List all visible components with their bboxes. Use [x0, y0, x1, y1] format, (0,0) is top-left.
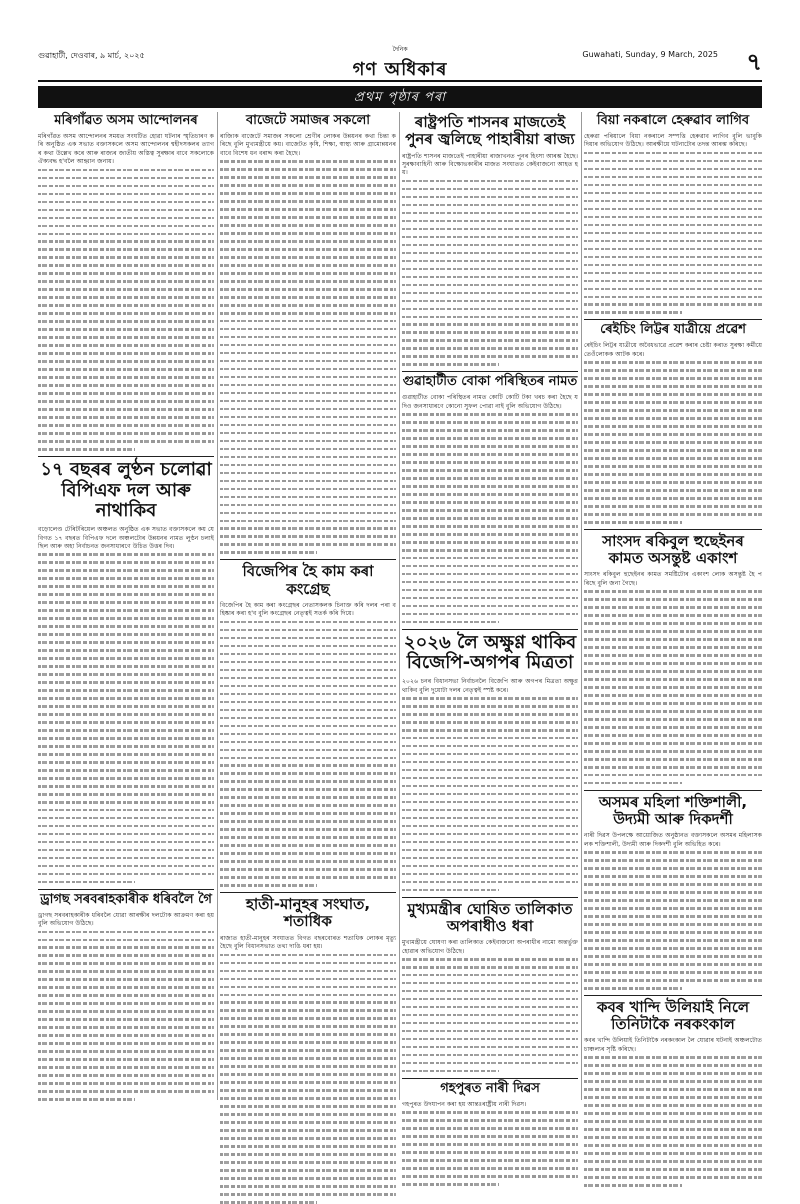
article-text-lines	[402, 1111, 578, 1185]
divider	[584, 319, 762, 320]
article-text: মুখ্যমন্ত্ৰীয়ে ঘোষণা কৰা তালিকাত কেইবাজনো অপৰাধীৰ নামো অন্তৰ্ভুক্ত হোৱাৰ অভিযোগ উঠিছে।	[402, 939, 578, 955]
article-body	[402, 939, 578, 956]
divider	[220, 559, 396, 560]
newspaper-logo	[338, 44, 462, 86]
article-text-lines	[402, 697, 578, 891]
headline: ৰেইচিং লিট্টৰ যাত্ৰীয়ে প্ৰৱেশ	[600, 322, 746, 338]
headline: হাতী-মানুহৰ সংঘাত, শতাধিক	[245, 895, 371, 931]
article-text-lines	[38, 931, 214, 1101]
article-text: ৰেইচিং লিট্টৰ যাত্ৰীয়ে অবৈধভাৱে প্ৰৱেশ কৰাৰ চেষ্টা কৰাত সুৰক্ষা কৰ্মীয়ে তেওঁলোকক আটক কৰে।	[584, 342, 762, 358]
article-text: মৰিগাঁৱত অসম আন্দোলনৰ সময়ত সংঘটিত হোৱা ঘটনাৰ স্মৃতিচাৰণ কৰি অনুষ্ঠিত এক সভাত বক্তাসকলে অসম আন্দোলনৰ শ্বহীদসকলৰ ত্যাগৰ কথা উল্লেখ কৰে আৰু ৰাজ্যৰ জাতীয় অস্তিত্ব সুৰক্ষাৰ বাবে সকলোকে ঐক্যবদ্ধ হ'বলৈ আহ্বান জনায়।	[38, 132, 214, 166]
article-text: গুৱাহাটীত বোকা পৰিস্থিতৰ নামত কোটি কোটি টকা খৰচ কৰা হৈছে যদিও জনসাধাৰণে কোনো সুফল পোৱা নাই বুলি অভিযোগ উঠিছে।	[402, 394, 578, 410]
column-3	[402, 112, 578, 1108]
column-divider	[217, 112, 218, 1100]
article-text-lines	[402, 958, 578, 1072]
column-4	[584, 112, 762, 1100]
divider	[402, 371, 578, 372]
masthead	[38, 44, 762, 82]
page-number: ৭	[746, 48, 762, 76]
article-body	[402, 678, 578, 695]
headline: ১৭ বছৰৰ লুণ্ঠন চলোৱা বিপিএফ দল আৰু নাথাকিব	[40, 459, 212, 522]
headline: গহপুৰত নাৰী দিৱস	[440, 1080, 540, 1096]
article-text-lines	[584, 361, 762, 523]
headline: ৰাষ্ট্ৰপতি শাসনৰ মাজতেই পুনৰ জ্বলিছে পাহাৰীয়া ৰাজ্য	[405, 113, 575, 149]
headline: মুখ্যমন্ত্ৰীৰ ঘোষিত তালিকাত অপৰাধীও ধৰা	[407, 899, 573, 935]
article-text: কবৰ খান্দি উলিয়াই তিনিটাকৈ নৰকংকাল লৈ যোৱাৰ ঘটনাই অঞ্চলটোত চাঞ্চল্যৰ সৃষ্টি কৰিছে।	[584, 1037, 762, 1053]
headline: গুৱাহাটীত বোকা পৰিস্থিতৰ নামত	[402, 374, 578, 390]
article-body	[402, 153, 578, 178]
article-text: ২০২৬ চনৰ বিধানসভা নিৰ্বাচনলৈ বিজেপি আৰু অগপৰ মিত্ৰতা অক্ষুণ্ণ থাকিব বুলি দুয়োটা দলৰ নেতৃত্বই স্পষ্ট কৰে।	[402, 678, 578, 694]
divider	[38, 456, 214, 457]
column-divider	[399, 112, 400, 1100]
logo-title: গণ অধিকাৰ	[352, 59, 448, 80]
divider	[584, 995, 762, 996]
divider	[584, 790, 762, 791]
divider	[220, 892, 396, 893]
headline: কবৰ খান্দি উলিয়াই নিলে তিনিটাকৈ নৰকংকাল	[596, 997, 750, 1034]
article-text-lines	[38, 169, 214, 451]
article-body	[220, 935, 396, 952]
article-text: গহপুৰত উদযাপন কৰা হয় আন্তঃৰাষ্ট্ৰীয় নাৰী দিৱস।	[402, 1100, 527, 1108]
headline: বাজেটে সমাজৰ সকলো	[245, 113, 371, 128]
headline: সাংসদ ৰকিবুল হুছেইনৰ কামত অসন্তুষ্ট একাংশ	[602, 531, 744, 568]
article-body	[38, 912, 214, 929]
article-body	[402, 1101, 578, 1109]
article-text: বড়োলেণ্ড টেৰিটৰিয়েল অঞ্চলত অনুষ্ঠিত এক সভাত বক্তাসকলে কয় যে বিগত ১৭ বছৰত বিপিএফ দলে অঞ্চলটোৰ উন্নয়নৰ নামত লুণ্ঠন চলাইছিল আৰু অহা নিৰ্বাচনত জনসাধাৰণে উচিত উত্তৰ দিব।	[38, 526, 214, 550]
masthead-date-assamese: গুৱাহাটী, দেওবাৰ, ৯ মাৰ্চ, ২০২৫	[38, 51, 145, 60]
masthead-date-english: Guwahati, Sunday, 9 March, 2025	[582, 50, 718, 59]
article-text: হেৰুৱা পৰিয়ালে বিয়া নকৰালে সম্পত্তি হেৰুৱাব লাগিব বুলি ভাবুকি দিয়াৰ অভিযোগ উঠিছে। আৰক্ষীয়ে ঘটনাটোৰ তদন্ত আৰম্ভ কৰিছে।	[584, 132, 762, 149]
column-divider	[581, 112, 582, 1100]
section-banner-title: প্ৰথম পৃষ্ঠাৰ পৰা	[354, 90, 446, 105]
headline: ২০২৬ লৈ অক্ষুণ্ণ থাকিব বিজেপি-অগপৰ মিত্ৰতা	[403, 631, 577, 674]
article-body	[584, 832, 762, 849]
article-body	[584, 571, 762, 588]
article-body	[38, 526, 214, 551]
divider	[402, 1078, 578, 1079]
article-text-lines	[402, 413, 578, 623]
logo-subtitle: দৈনিক	[392, 46, 408, 53]
article-text: ৰাজ্যত হাতী-মানুহৰ সংঘাতত বিগত বছৰবোৰত শতাধিক লোকৰ মৃত্যু হৈছে বুলি বিধানসভাত তথ্য দাঙি ধৰা হয়।	[220, 934, 396, 951]
column-2	[220, 112, 396, 1100]
article-text-lines	[220, 621, 396, 887]
headline: বিয়া নকৰালে হেৰুৱাব লাগিব	[596, 113, 750, 128]
headline: বিজেপিৰ হৈ কাম কৰা কংগ্ৰেছ	[242, 562, 374, 598]
article-text: ড্ৰাগছ সৰবৰাহকাৰীক ধৰিবলৈ যোৱা আৰক্ষীৰ দলটোক আক্ৰমণ কৰা হয় বুলি অভিযোগ উঠিছে।	[38, 911, 214, 928]
article-text: ৰাজ্যিক বাজেটে সমাজৰ সকলো শ্ৰেণীৰ লোকৰ উন্নয়নৰ কথা চিন্তা কৰিছে বুলি মুখ্যমন্ত্ৰীয়ে কয়। বাজেটত কৃষি, শিক্ষা, স্বাস্থ্য আৰু গ্ৰামোন্নয়নৰ বাবে বিশেষ ধন বৰাদ্দ কৰা হৈছে।	[220, 132, 396, 157]
divider	[402, 897, 578, 898]
headline: মৰিগাঁৱত অসম আন্দোলনৰ	[54, 113, 198, 128]
article-body	[220, 133, 396, 158]
article-body	[584, 1037, 762, 1054]
section-banner	[38, 86, 762, 108]
article-text-lines	[584, 590, 762, 784]
article-body	[402, 394, 578, 411]
article-body	[220, 602, 396, 619]
article-text: ৰাষ্ট্ৰপতি শাসনৰ মাজতেই পাহাৰীয়া ৰাজ্যখনত পুনৰ হিংসা আৰম্ভ হৈছে। সুৰক্ষাবাহিনী আৰু বিক্ষোভকাৰীৰ মাজত সংঘাতত কেইবাজনো আহত হয়।	[402, 152, 578, 177]
article-text: সাংসদ ৰকিবুল হুছেইনৰ কামত সমষ্টিটোৰ একাংশ লোক অসন্তুষ্ট হৈ পৰিছে বুলি জনা গৈছে।	[584, 571, 762, 587]
headline: অসমৰ মহিলা শক্তিশালী, উদ্যমী আৰু দিকদৰ্শী	[598, 792, 748, 829]
article-body	[38, 133, 214, 167]
headline: ড্ৰাগছ সৰবৰাহকাৰীক ধৰিবলৈ গৈ	[40, 891, 212, 907]
article-text-lines	[584, 152, 762, 314]
article-text-lines	[38, 553, 214, 883]
divider	[402, 629, 578, 630]
divider	[584, 529, 762, 530]
article-text-lines	[220, 160, 396, 554]
article-body	[584, 342, 762, 359]
article-text-lines	[584, 851, 762, 989]
article-text-lines	[402, 180, 578, 366]
article-text-lines	[584, 1056, 762, 1186]
divider	[38, 889, 214, 890]
column-1	[38, 112, 214, 1100]
article-body	[584, 133, 762, 150]
article-text: বিজেপিৰ হৈ কাম কৰা কংগ্ৰেছৰ নেতাসকলক চিনাক্ত কৰি দলৰ পৰা বহিষ্কাৰ কৰা হ'ব বুলি কংগ্ৰেছৰ নেতৃত্বই সতৰ্ক কৰি দিয়ে।	[220, 601, 396, 618]
article-text: নাৰী দিৱস উপলক্ষে আয়োজিত অনুষ্ঠানত বক্তাসকলে অসমৰ মহিলাসকলক শক্তিশালী, উদ্যমী আৰু দিকদৰ্শী বুলি অভিহিত কৰে।	[584, 832, 762, 848]
article-text-lines	[220, 954, 396, 1204]
